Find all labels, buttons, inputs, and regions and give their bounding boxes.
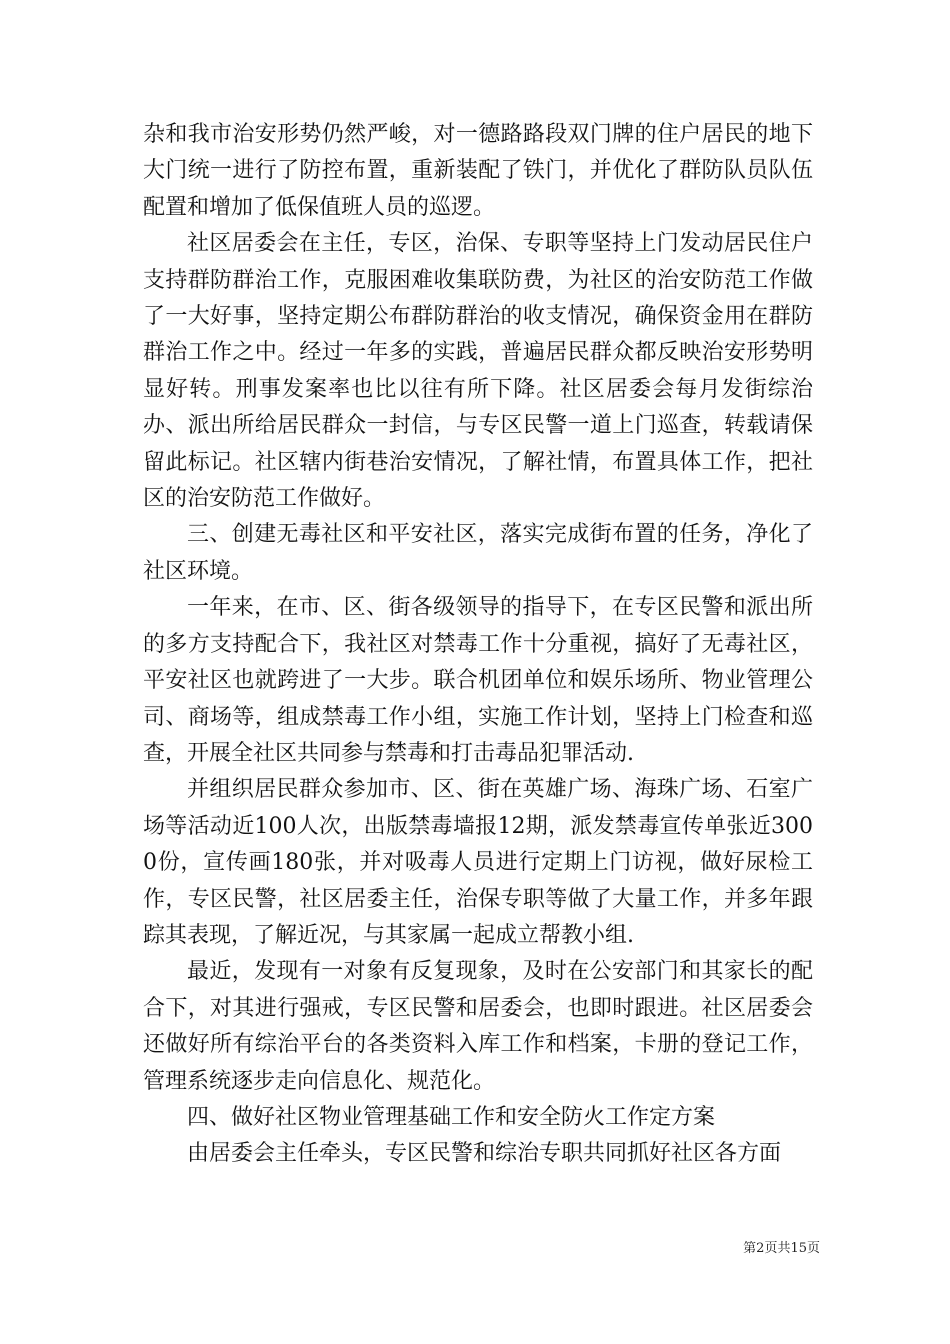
paragraph-2: 社区居委会在主任，专区，治保、专职等坚持上门发动居民住户支持群防群治工作，克服困难收集联防费，为社区的治安防范工作做了一大好事，坚持定期公布群防群治的收支情况，确保资金用在群防群治工作之中。经过一年多的实践，普遍居民群众都反映治安形势明显好转。刑事发案率也比以往有所下降。社区居委会每月发街综治办、派出所给居民群众一封信，与专区民警一道上门巡查，转载请保留此标记。社区辖内街巷治安情况，了解社情，布置具体工作，把社区的治安防范工作做好。 (143, 231, 813, 512)
page-number-footer: 第2页共15页 (743, 1241, 820, 1256)
paragraph-8: 由居委会主任牵头，专区民警和综治专职共同抓好社区各方面 (187, 1141, 782, 1167)
paragraph-1: 杂和我市治安形势仍然严峻，对一德路路段双门牌的住户居民的地下大门统一进行了防控布置，重新装配了铁门，并优化了群防队员队伍配置和增加了低保值班人员的巡逻。 (143, 122, 813, 220)
paragraph-7-section-heading: 四、做好社区物业管理基础工作和安全防火工作定方案 (187, 1104, 716, 1130)
paragraph-5: 并组织居民群众参加市、区、街在英雄广场、海珠广场、石室广场等活动近100人次，出版禁毒墙报12期，派发禁毒宣传单张近3000份，宣传画180张，并对吸毒人员进行定期上门访视，做好尿检工作，专区民警，社区居委主任，治保专职等做了大量工作，并多年跟踪其表现，了解近况，与其家属一起成立帮教小组. (143, 777, 813, 948)
paragraph-4: 一年来，在市、区、街各级领导的指导下，在专区民警和派出所的多方支持配合下，我社区对禁毒工作十分重视，搞好了无毒社区，平安社区也就跨进了一大步。联合机团单位和娱乐场所、物业管理公司、商场等，组成禁毒工作小组，实施工作计划，坚持上门检查和巡查，开展全社区共同参与禁毒和打击毒品犯罪活动. (143, 595, 813, 766)
paragraph-6: 最近，发现有一对象有反复现象，及时在公安部门和其家长的配合下，对其进行强戒，专区民警和居委会，也即时跟进。社区居委会还做好所有综治平台的各类资料入库工作和档案，卡册的登记工作，管理系统逐步走向信息化、规范化。 (143, 959, 813, 1094)
document-body (143, 117, 813, 1173)
paragraph-3-section-heading: 三、创建无毒社区和平安社区，落实完成街布置的任务，净化了社区环境。 (143, 522, 813, 584)
